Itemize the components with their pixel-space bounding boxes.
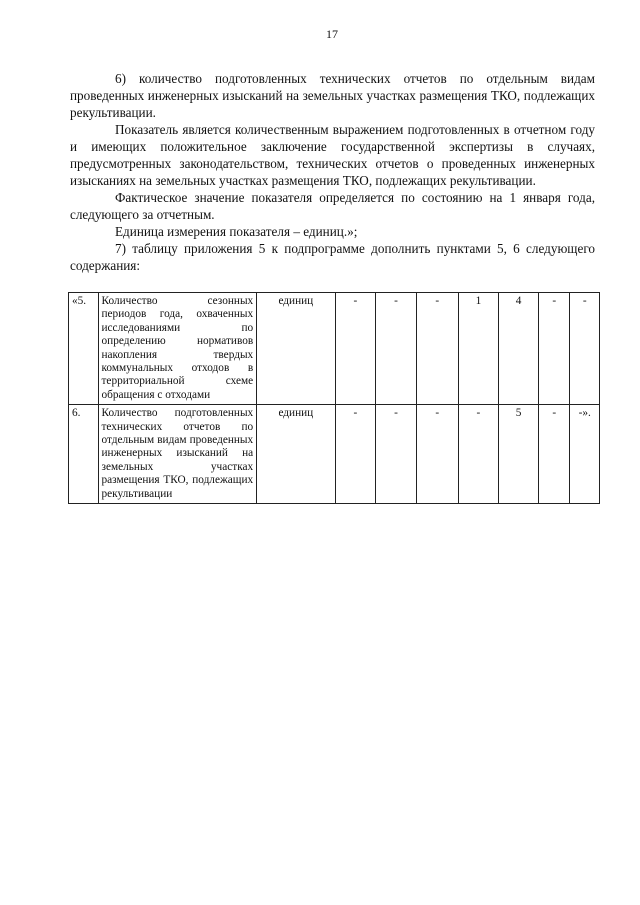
table-row	[69, 405, 600, 504]
value-cell: -	[416, 293, 458, 405]
value-cell: -».	[570, 405, 600, 504]
row-number: «5.	[69, 293, 99, 405]
paragraph-indicator-description: Показатель является количественным выражением подготовленных в отчетном году и имеющих положительное заключение государственной экспертизы в случаях, предусмотренных законодательством, технических отчетов о проведенных инженерных изысканиях на земельных участках размещения ТКО, подлежащих рекультивации.	[70, 122, 595, 188]
unit-cell: единиц	[257, 405, 335, 504]
row-number: 6.	[69, 405, 99, 504]
body-text	[70, 70, 595, 274]
unit-cell: единиц	[257, 293, 335, 405]
value-cell: 4	[499, 293, 539, 405]
value-cell: -	[335, 293, 376, 405]
paragraph-unit: Единица измерения показателя – единиц.»;	[115, 224, 358, 239]
value-cell: 5	[499, 405, 539, 504]
value-cell: -	[570, 293, 600, 405]
value-cell: -	[376, 293, 417, 405]
value-cell: -	[335, 405, 376, 504]
value-cell: -	[538, 405, 570, 504]
paragraph-item-7: 7) таблицу приложения 5 к подпрограмме дополнить пунктами 5, 6 следующего содержания:	[70, 241, 595, 273]
value-cell: -	[416, 405, 458, 504]
value-cell: 1	[458, 293, 499, 405]
paragraph-item-6: 6) количество подготовленных технических отчетов по отдельным видам проведенных инженерных изысканий на земельных участках размещения ТКО, подлежащих рекультивации.	[70, 71, 595, 120]
indicator-name: Количество подготовленных технических отчетов по отдельным видам проведенных инженерных изысканий на земельных участках размещения ТКО, подлежащих рекультивации	[98, 405, 257, 504]
value-cell: -	[458, 405, 499, 504]
annex-table	[68, 292, 600, 504]
paragraph-actual-value: Фактическое значение показателя определяется по состоянию на 1 января года, следующего за отчетным.	[70, 190, 595, 222]
value-cell: -	[376, 405, 417, 504]
page-number: 17	[326, 27, 338, 41]
value-cell: -	[538, 293, 570, 405]
table-row	[69, 293, 600, 405]
indicator-name: Количество сезонных периодов года, охваченных исследованиями по определению нормативов накопления твердых коммунальных отходов в территориальной схеме обращения с отходами	[98, 293, 257, 405]
